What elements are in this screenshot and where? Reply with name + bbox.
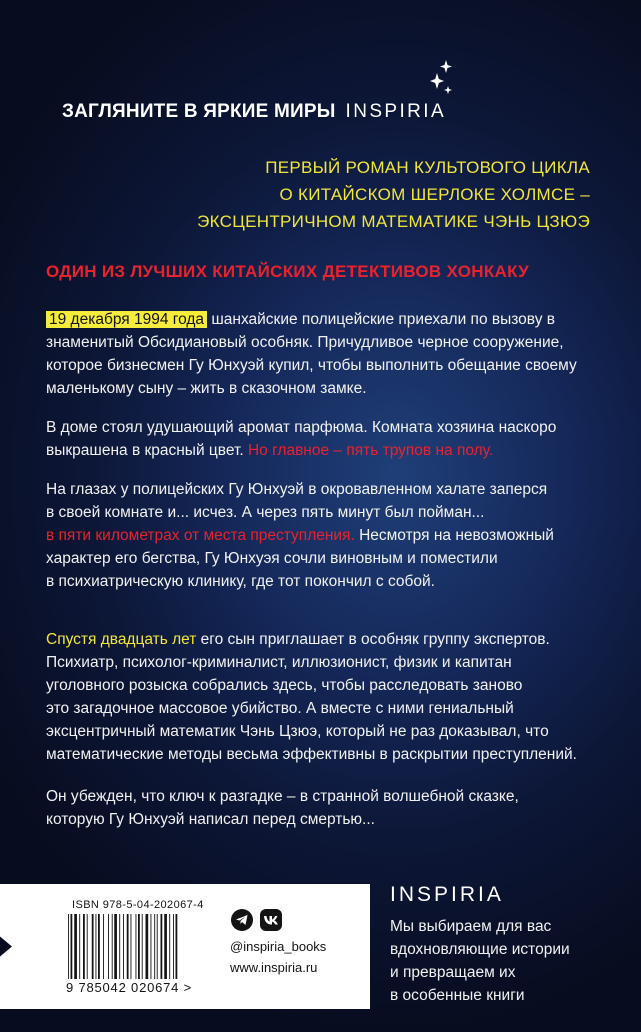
headline — [62, 101, 446, 123]
barcode-bar — [114, 914, 117, 979]
barcode-bar — [108, 914, 109, 979]
subtitle-line: ЭКСЦЕНТРИЧНОМ МАТЕМАТИКЕ ЧЭНЬ ЦЗЮЭ — [197, 212, 590, 231]
red-emphasis: в пяти километрах от места преступления. — [46, 527, 355, 544]
barcode-bar — [98, 914, 100, 979]
text-line: в психиатрическую клинику, где тот покончил с собой. — [46, 573, 435, 590]
social-icons — [230, 906, 300, 936]
barcode-bar — [127, 914, 129, 979]
text-line: математические методы весьма эффективны в раскрытии преступлений. — [46, 746, 577, 763]
barcode-bar — [71, 914, 73, 979]
paragraph-1 — [46, 308, 606, 400]
text-line: выкрашена в красный цвет. — [46, 442, 248, 459]
text-line: которую Гу Юнхуэй написал перед смертью... — [46, 811, 375, 828]
subtitle-line: О КИТАЙСКОМ ШЕРЛОКЕ ХОЛМСЕ – — [279, 185, 590, 204]
footer-tagline — [390, 915, 630, 1007]
paragraph-2 — [46, 416, 606, 462]
barcode-bar — [74, 914, 77, 979]
headline-text: ЗАГЛЯНИТЕ В ЯРКИЕ МИРЫ — [62, 101, 336, 122]
barcode-bar — [138, 914, 140, 979]
red-heading: ОДИН ИЗ ЛУЧШИХ КИТАЙСКИХ ДЕТЕКТИВОВ ХОНКАКУ — [46, 262, 530, 281]
barcode-bar — [176, 914, 178, 979]
subtitle — [150, 154, 590, 235]
telegram-icon[interactable] — [231, 909, 253, 931]
text-line: Несмотря на невозможный — [354, 527, 554, 544]
text-line: маленькому сыну – жить в сказочном замке. — [46, 380, 367, 397]
vk-icon[interactable] — [260, 909, 282, 931]
barcode-bar — [79, 914, 80, 979]
text-line: его сын приглашает в особняк группу экспертов. — [196, 631, 550, 648]
subtitle-line: ПЕРВЫЙ РОМАН КУЛЬТОВОГО ЦИКЛА — [265, 158, 590, 177]
tagline-line: и превращаем их — [390, 964, 516, 981]
sparkle-icon — [428, 58, 458, 100]
barcode-bar — [136, 914, 137, 979]
tagline-line: в особенные книги — [390, 987, 525, 1004]
barcode-bar — [96, 914, 97, 979]
footer-brand: INSPIRIA — [390, 883, 504, 906]
barcode-bar — [164, 914, 167, 979]
yellow-emphasis: Спустя двадцать лет — [46, 631, 197, 648]
text-line: Психиатр, психолог-криминалист, иллюзионист, физик и капитан — [46, 654, 512, 671]
barcode-bar — [151, 914, 152, 979]
text-line: На глазах у полицейских Гу Юнхуэй в окровавленном халате заперся — [46, 481, 548, 498]
barcode — [66, 914, 216, 979]
barcode-bar — [119, 914, 120, 979]
barcode-bar — [157, 914, 158, 979]
isbn-text: ISBN 978-5-04-202067-4 — [72, 899, 204, 911]
barcode-bar — [83, 914, 85, 979]
text-line: знаменитый Обсидиановый особняк. Причудливое черное сооружение, — [46, 334, 564, 351]
text-line: характер его бегства, Гу Юнхуэя сочли виновным и поместили — [46, 550, 498, 567]
barcode-bar — [142, 914, 143, 979]
barcode-number: 9 785042 020674 > — [66, 980, 193, 995]
text-line: это загадочное массовое убийство. А вместе с ними гениальный — [46, 700, 514, 717]
brand-logo-text: INSPIRIA — [345, 101, 447, 122]
text-line: Он убежден, что ключ к разгадке – в странной волшебной сказке, — [46, 788, 519, 805]
barcode-bar — [173, 914, 174, 979]
barcode-bar — [68, 914, 69, 979]
paragraph-5 — [46, 785, 606, 831]
barcode-bar — [123, 914, 124, 979]
text-line: В доме стоял удушающий аромат парфюма. Комната хозяина наскоро — [46, 419, 557, 436]
barcode-bar — [92, 914, 94, 979]
barcode-bar — [103, 914, 104, 979]
text-line: уголовного розыска собрались здесь, чтобы расследовать заново — [46, 677, 523, 694]
date-highlight: 19 декабря 1994 года — [46, 311, 207, 328]
text-line: шанхайские полицейские приехали по вызову в — [207, 311, 555, 328]
website-link[interactable]: www.inspiria.ru — [230, 960, 318, 975]
barcode-bar — [169, 914, 170, 979]
paragraph-4 — [46, 628, 606, 766]
barcode-bar — [131, 914, 132, 979]
barcode-bar — [154, 914, 155, 979]
barcode-bar — [161, 914, 163, 979]
paragraph-3 — [46, 478, 606, 593]
tagline-line: вдохновляющие истории — [390, 941, 570, 958]
social-handle[interactable]: @inspiria_books — [230, 939, 327, 954]
text-line: которое бизнесмен Гу Юнхуэй купил, чтобы выполнить обещание своему — [46, 357, 577, 374]
tagline-line: Мы выбираем для вас — [390, 918, 552, 935]
barcode-bar — [87, 914, 88, 979]
barcode-bar — [112, 914, 113, 979]
text-line: в своей комнате и... исчез. А через пять минут был пойман... — [46, 504, 485, 521]
barcode-bar — [146, 914, 149, 979]
text-line: эксцентричный математик Чэнь Цзюэ, который не раз доказывал, что — [46, 723, 549, 740]
red-emphasis: Но главное – пять трупов на полу. — [247, 442, 494, 459]
